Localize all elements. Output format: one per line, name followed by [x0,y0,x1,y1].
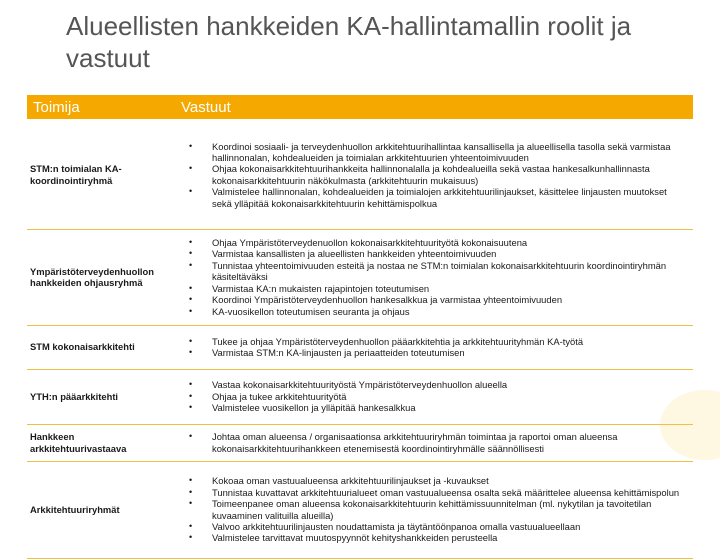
list-item: • Vastaa kokonaisarkkitehtuurityöstä Ympäristöterveydenhuollon alueella [193,379,689,390]
header-vastuut: Vastuut [175,95,693,120]
table-row [27,120,693,229]
list-item: • Kokoaa oman vastuualueensa arkkitehtuurilinjaukset ja -kuvaukset [193,475,689,486]
list-item: • Koordinoi sosiaali- ja terveydenhuollon arkkitehtuurihallintaa kansallisella ja alueellisella tasolla sekä varmistaa hallinnonalan, kohdealueiden ja toimialan arkkitehtuurien yhteentoimivuuden [193,141,689,164]
responsibilities-cell [175,369,693,424]
list-item: • Tukee ja ohjaa Ympäristöterveydenhuollon pääarkkitehtia ja arkkitehtuurityhmän KA-työtä [193,336,689,347]
role-cell: STM kokonaisarkkitehti [27,325,175,369]
responsibilities-cell [175,325,693,369]
role-cell: STM:n toimialan KA-koordinointiryhmä [27,120,175,229]
role-cell: Hankkeen arkkitehtuurivastaava [27,424,175,461]
list-item: • Ohjaa kokonaisarkkitehtuurihankkeita hallinnonalalla ja kohdealueilla sekä vastaa hankesalkunhallinnasta kokonaisarkkitehtuurin näkökulmasta (arkkitehtuurin mukaisuus) [193,163,689,186]
table-row [27,325,693,369]
list-item: • Ohjaa Ympäristöterveydenuollon kokonaisarkkitehtuurityötä kokonaisuutena [193,237,689,248]
list-item: • KA-vuosikellon toteutumisen seuranta ja ohjaus [193,306,689,317]
list-item: • Varmistaa STM:n KA-linjausten ja periaatteiden toteutumisen [193,347,689,358]
list-item: • Johtaa oman alueensa / organisaationsa arkkitehtuuriryhmän toimintaa ja raportoi oman alueensa kokonaisarkkitehtuurihankkeen etenemisestä koordinointiryhmälle säännöllisesti [193,431,689,454]
list-item: • Tunnistaa yhteentoimivuuden esteitä ja nostaa ne STM:n toimialan kokonaisarkkitehtuurin koordinointiryhmän käsiteltäväksi [193,260,689,283]
table-row [27,369,693,424]
role-cell: Arkkitehtuuriryhmät [27,461,175,558]
responsibilities-cell [175,424,693,461]
header-toimija: Toimija [27,95,175,120]
list-item: • Koordinoi Ympäristöterveydenhuollon hankesalkkua ja varmistaa yhteentoimivuuden [193,294,689,305]
responsibilities-cell [175,229,693,325]
list-item: • Tunnistaa kuvattavat arkkitehtuurialueet oman vastuualueensa osalta sekä määrittelee alueensa kehittämispolun [193,487,689,498]
role-cell: YTH:n pääarkkitehti [27,369,175,424]
responsibilities-cell [175,120,693,229]
list-item: • Valvoo arkkitehtuurilinjausten noudattamista ja täytäntöönpanoa omalla vastuualueellaan [193,521,689,532]
list-item: • Valmistelee hallinnonalan, kohdealueiden ja toimialojen arkkitehtuurilinjaukset, käsittelee linjausten muutokset sekä ylläpitää kokonaisarkkitehtuurin kehittämispolkua [193,186,689,209]
table-row [27,229,693,325]
list-item: • Varmistaa KA:n mukaisten rajapintojen toteutumisen [193,283,689,294]
responsibilities-cell [175,461,693,558]
table-row [27,461,693,558]
list-item: • Valmistelee tarvittavat muutospyynnöt kehityshankkeiden perusteella [193,532,689,543]
list-item: • Valmistelee vuosikellon ja ylläpitää hankesalkkua [193,402,689,413]
table-row [27,424,693,461]
list-item: • Varmistaa kansallisten ja alueellisten hankkeiden yhteentoimivuuden [193,248,689,259]
page-title: Alueellisten hankkeiden KA-hallintamallin roolit ja vastuut [66,11,632,73]
list-item: • Toimeenpanee oman alueensa kokonaisarkkitehtuurin kehittämissuunnitelman (ml. nykytilan ja tavoitetilan kuvaaminen valituilla alueilla) [193,498,689,521]
list-item: • Ohjaa ja tukee arkkitehtuurityötä [193,391,689,402]
roles-table [27,95,693,559]
table-header-row [27,95,693,120]
role-cell: Ympäristöterveydenhuollon hankkeiden ohjausryhmä [27,229,175,325]
